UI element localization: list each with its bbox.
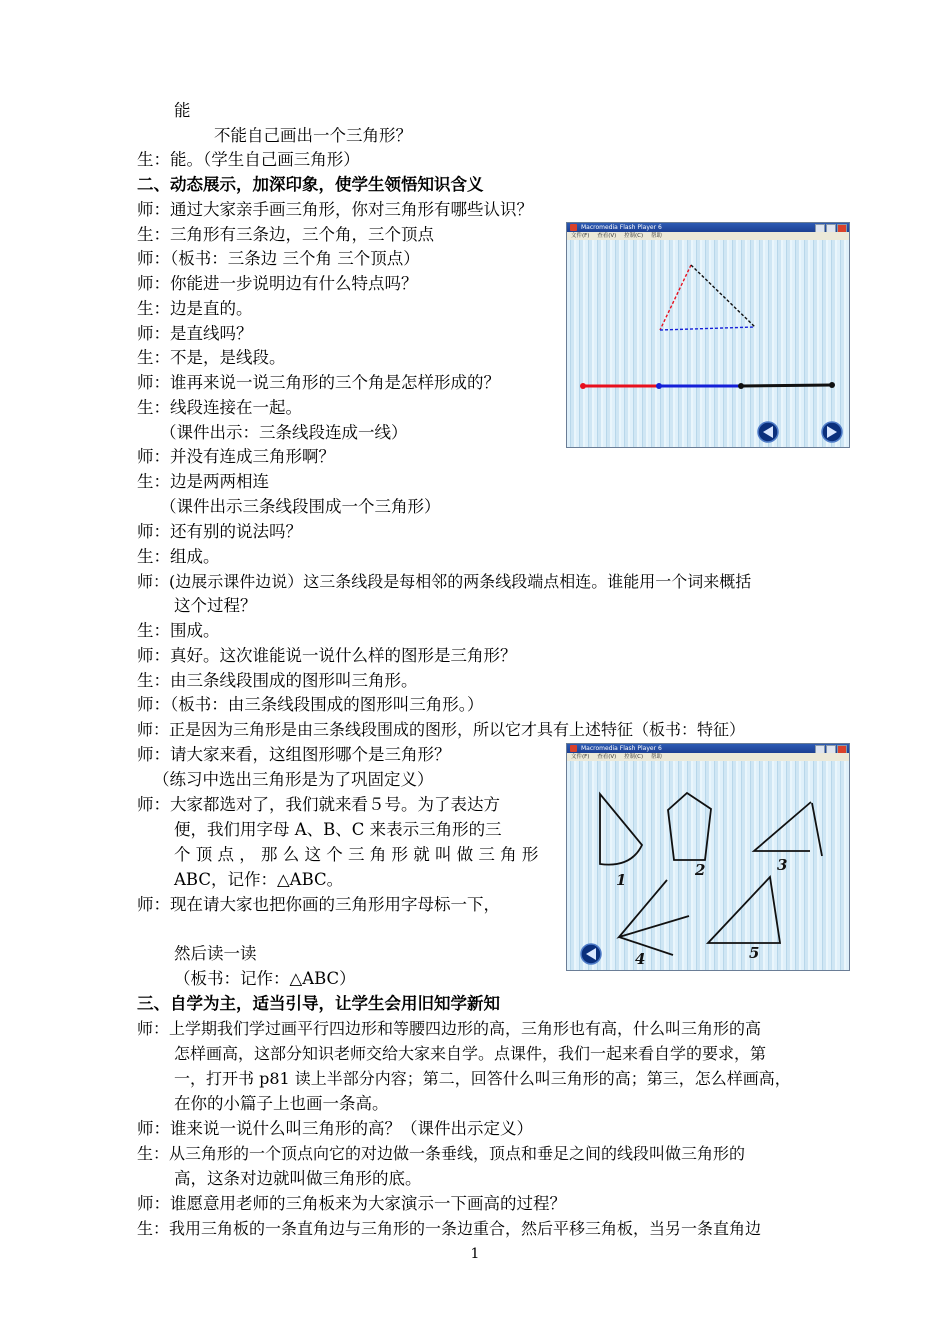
menu-item-control[interactable]: 控制(C) — [624, 754, 644, 760]
text-line: 生：边是直的。 — [137, 299, 253, 318]
flash-player-window — [566, 743, 850, 971]
shape-1-curved — [600, 794, 642, 865]
shape-4-angle — [619, 880, 689, 955]
text-line: 生：线段连接在一起。 — [137, 398, 302, 417]
shape-label: 1 — [616, 871, 627, 889]
section-heading: 二、动态展示，加深印象，使学生领悟知识含义 — [137, 175, 484, 194]
text-line: 生：边是两两相连 — [137, 472, 269, 491]
forward-arrow-icon[interactable] — [822, 422, 842, 442]
text-line: 生：由三条线段围成的图形叫三角形。 — [137, 671, 418, 690]
text-line: 师：（板书：三条边 三个角 三个顶点） — [137, 249, 420, 268]
text-line: 师：(边展示课件边说）这三条线段是每相邻的两条线段端点相连。谁能用一个词来概括 — [137, 572, 752, 591]
menu-item-view[interactable]: 查看(V) — [597, 754, 617, 760]
dashed-blue-side — [660, 327, 755, 330]
text-line: 师：谁来说一说什么叫三角形的高？（课件出示定义） — [137, 1119, 533, 1138]
text-line: 能 — [174, 101, 191, 120]
text-line: 师：（板书：由三条线段围成的图形叫三角形。） — [137, 695, 484, 714]
text-line: 师：上学期我们学过画平行四边形和等腰四边形的高，三角形也有高，什么叫三角形的高 — [137, 1019, 762, 1038]
text-line: （课件出示：三条线段连成一线） — [160, 423, 408, 442]
shapes-illustration — [567, 744, 849, 970]
text-line: 师：现在请大家也把你画的三角形用字母标一下， — [137, 895, 500, 914]
flash-player-window — [566, 222, 850, 448]
segment-endpoint — [829, 382, 835, 388]
text-line: 然后读一读 — [174, 944, 257, 963]
menu-item-file[interactable]: 文件(F) — [571, 233, 590, 239]
text-line: 生：围成。 — [137, 621, 220, 640]
dashed-red-side — [660, 265, 691, 330]
menu-item-help[interactable]: 帮助 — [650, 754, 662, 760]
window-title: Macromedia Flash Player 6 — [581, 745, 662, 752]
text-line: ABC，记作：△ABC。 — [174, 870, 344, 889]
menu-item-control[interactable]: 控制(C) — [624, 233, 644, 239]
shape-5-triangle — [708, 877, 780, 943]
page-number: 1 — [470, 1246, 480, 1262]
text-line: 师：真好。这次谁能说一说什么样的图形是三角形？ — [137, 646, 517, 665]
text-line: 个 顶 点 ， 那 么 这 个 三 角 形 就 叫 做 三 角 形 — [174, 845, 539, 864]
black-segment — [741, 385, 832, 386]
text-line: 生：能。（学生自己画三角形） — [137, 150, 360, 169]
text-line: 师：正是因为三角形是由三条线段围成的图形，所以它才具有上述特征（板书：特征） — [137, 720, 746, 739]
text-line: 在你的小篇子上也画一条高。 — [174, 1094, 389, 1113]
dashed-black-side — [691, 265, 755, 327]
text-line: 怎样画高，这部分知识老师交给大家来自学。点课件，我们一起来看自学的要求，第 — [174, 1044, 767, 1063]
text-line: 生：不是，是线段。 — [137, 348, 286, 367]
section-heading: 三、自学为主，适当引导，让学生会用旧知学新知 — [137, 994, 500, 1013]
shape-2-pentagon — [668, 793, 711, 860]
segment-endpoint — [738, 383, 744, 389]
text-line: 师：还有别的说法吗？ — [137, 522, 302, 541]
text-line: 师：是直线吗？ — [137, 324, 253, 343]
text-line: 便，我们用字母 A、B、C 来表示三角形的三 — [174, 820, 502, 839]
back-arrow-icon[interactable] — [581, 944, 601, 964]
text-line: 不能自己画出一个三角形？ — [214, 126, 412, 145]
shape-label: 4 — [635, 950, 646, 968]
text-line: 一，打开书 p81 读上半部分内容；第二，回答什么叫三角形的高；第三，怎么样画高， — [174, 1069, 791, 1088]
back-arrow-icon[interactable] — [758, 422, 778, 442]
text-line: 师：你能进一步说明边有什么特点吗？ — [137, 274, 418, 293]
text-line: 师：大家都选对了，我们就来看５号。为了表达方 — [137, 795, 500, 814]
menu-item-view[interactable]: 查看(V) — [597, 233, 617, 239]
segment-endpoint — [580, 383, 586, 389]
segments-illustration — [567, 223, 849, 447]
menu-item-help[interactable]: 帮助 — [650, 233, 662, 239]
text-line: （课件出示三条线段围成一个三角形） — [160, 497, 441, 516]
segment-endpoint — [656, 383, 662, 389]
text-line: （板书：记作：△ABC） — [174, 969, 356, 988]
text-line: 师：并没有连成三角形啊？ — [137, 447, 335, 466]
menu-item-file[interactable]: 文件(F) — [571, 754, 590, 760]
shape-label: 3 — [777, 856, 788, 874]
shape-label: 2 — [695, 861, 706, 879]
text-line: 这个过程？ — [174, 596, 257, 615]
text-line: 生：我用三角板的一条直角边与三角形的一条边重合，然后平移三角板，当另一条直角边 — [137, 1219, 762, 1238]
text-line: 师：通过大家亲手画三角形，你对三角形有哪些认识？ — [137, 200, 533, 219]
text-line: （练习中选出三角形是为了巩固定义） — [153, 770, 434, 789]
shape-label: 5 — [749, 944, 760, 962]
text-line: 师：谁愿意用老师的三角板来为大家演示一下画高的过程？ — [137, 1194, 566, 1213]
shape-3-open — [754, 802, 822, 856]
window-title: Macromedia Flash Player 6 — [581, 224, 662, 231]
text-line: 高，这条对边就叫做三角形的底。 — [174, 1169, 422, 1188]
text-line: 生：三角形有三条边，三个角，三个顶点 — [137, 225, 434, 244]
text-line: 生：组成。 — [137, 547, 220, 566]
text-line: 师：请大家来看，这组图形哪个是三角形？ — [137, 745, 451, 764]
text-line: 师：谁再来说一说三角形的三个角是怎样形成的？ — [137, 373, 500, 392]
text-line: 生：从三角形的一个顶点向它的对边做一条垂线，顶点和垂足之间的线段叫做三角形的 — [137, 1144, 746, 1163]
